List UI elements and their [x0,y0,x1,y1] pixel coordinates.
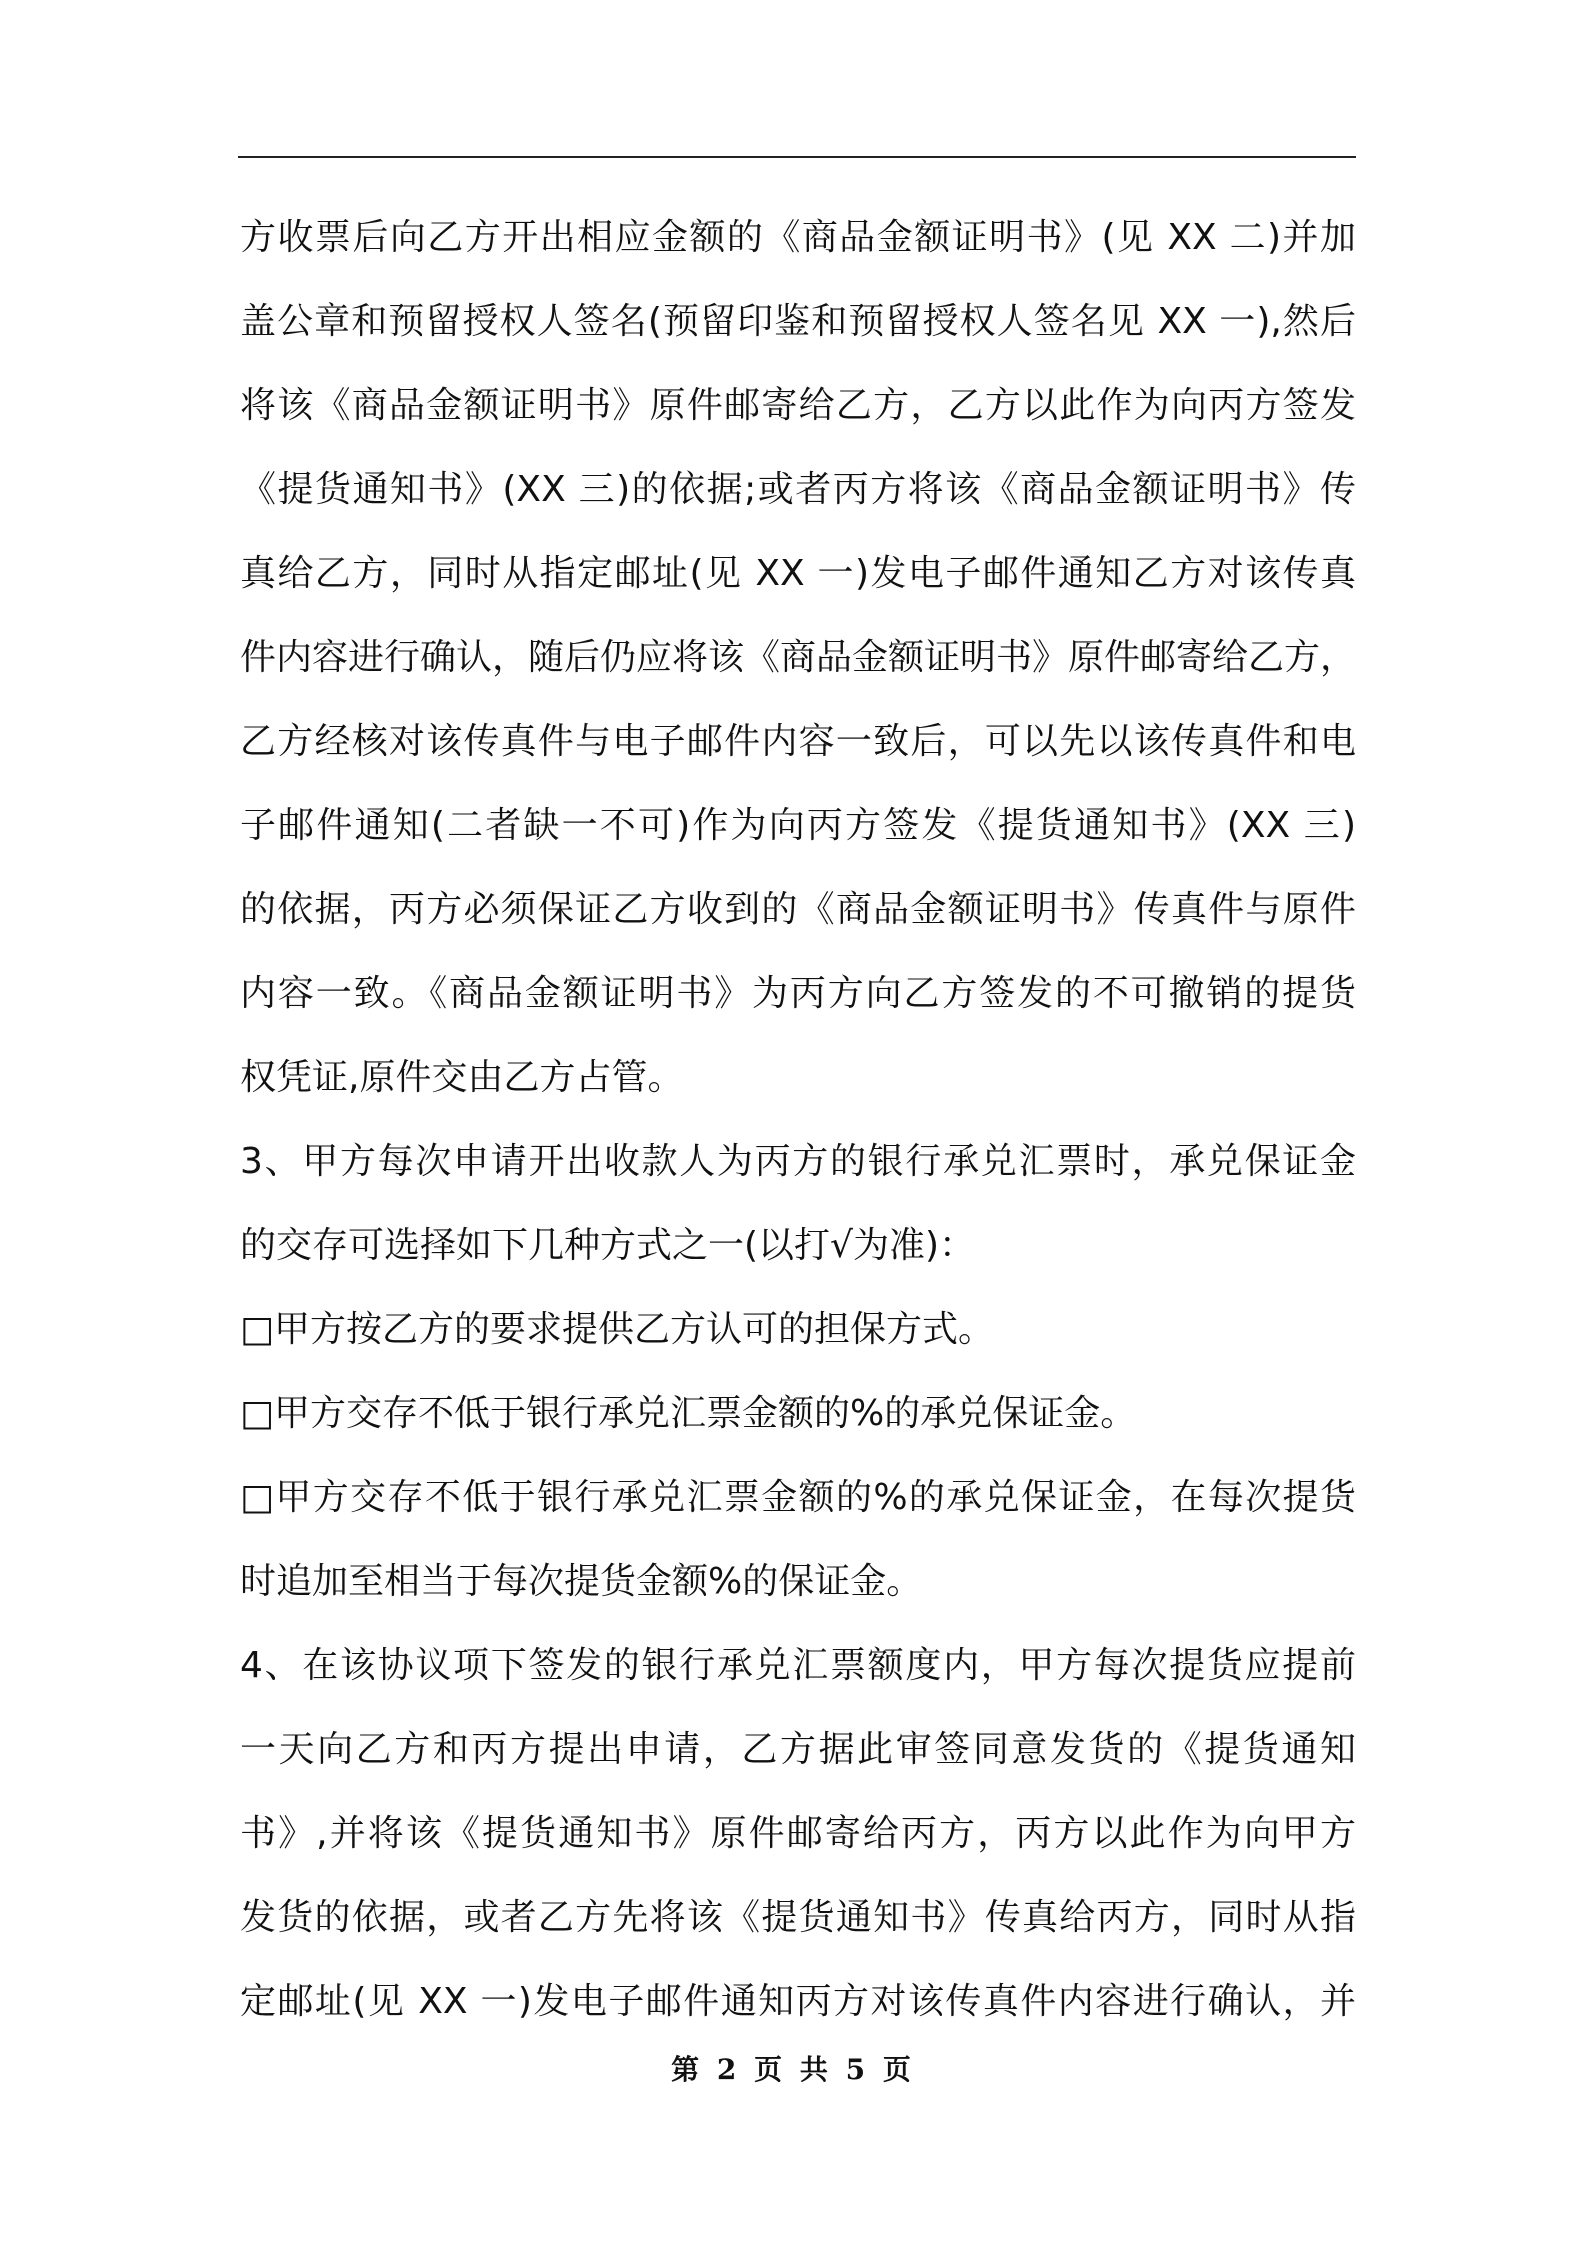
text-line: 《提货通知书》(XX 三)的依据;或者丙方将该《商品金额证明书》传 [240,469,1356,510]
text-line: 一天向乙方和丙方提出申请，乙方据此审签同意发货的《提货通知 [240,1729,1356,1770]
option-line: □甲方交存不低于银行承兑汇票金额的%的承兑保证金。 [240,1393,1137,1434]
option-line: □甲方交存不低于银行承兑汇票金额的%的承兑保证金，在每次提货 [240,1477,1356,1518]
text-line: 内容一致。《商品金额证明书》为丙方向乙方签发的不可撤销的提货 [240,973,1356,1014]
text-line: 的交存可选择如下几种方式之一(以打√为准)： [240,1225,976,1266]
text-line: 真给乙方，同时从指定邮址(见 XX 一)发电子邮件通知乙方对该传真 [240,553,1356,594]
text-line: 方收票后向乙方开出相应金额的《商品金额证明书》(见 XX 二)并加 [240,217,1356,258]
text-line: 子邮件通知(二者缺一不可)作为向丙方签发《提货通知书》(XX 三) [240,805,1356,846]
option-line: □甲方按乙方的要求提供乙方认可的担保方式。 [240,1309,995,1350]
text-line: 发货的依据，或者乙方先将该《提货通知书》传真给丙方，同时从指 [240,1897,1356,1938]
page-number-footer: 第 2 页 共 5 页 [671,2053,915,2086]
text-line: 的依据，丙方必须保证乙方收到的《商品金额证明书》传真件与原件 [240,889,1356,930]
text-line: 件内容进行确认，随后仍应将该《商品金额证明书》原件邮寄给乙方， [240,637,1356,678]
text-line: 书》,并将该《提货通知书》原件邮寄给丙方，丙方以此作为向甲方 [240,1813,1356,1854]
text-line: 盖公章和预留授权人签名(预留印鉴和预留授权人签名见 XX 一),然后 [240,301,1356,342]
text-line: 4、在该协议项下签发的银行承兑汇票额度内，甲方每次提货应提前 [240,1645,1356,1686]
text-line: 时追加至相当于每次提货金额%的保证金。 [240,1561,923,1602]
text-line: 定邮址(见 XX 一)发电子邮件通知丙方对该传真件内容进行确认，并 [240,1981,1356,2022]
text-line: 乙方经核对该传真件与电子邮件内容一致后，可以先以该传真件和电 [240,721,1356,762]
header-rule [238,156,1356,158]
document-body [240,196,1356,2044]
text-line: 权凭证,原件交由乙方占管。 [240,1057,684,1098]
text-line: 将该《商品金额证明书》原件邮寄给乙方，乙方以此作为向丙方签发 [240,385,1356,426]
text-line: 3、甲方每次申请开出收款人为丙方的银行承兑汇票时，承兑保证金 [240,1141,1356,1182]
